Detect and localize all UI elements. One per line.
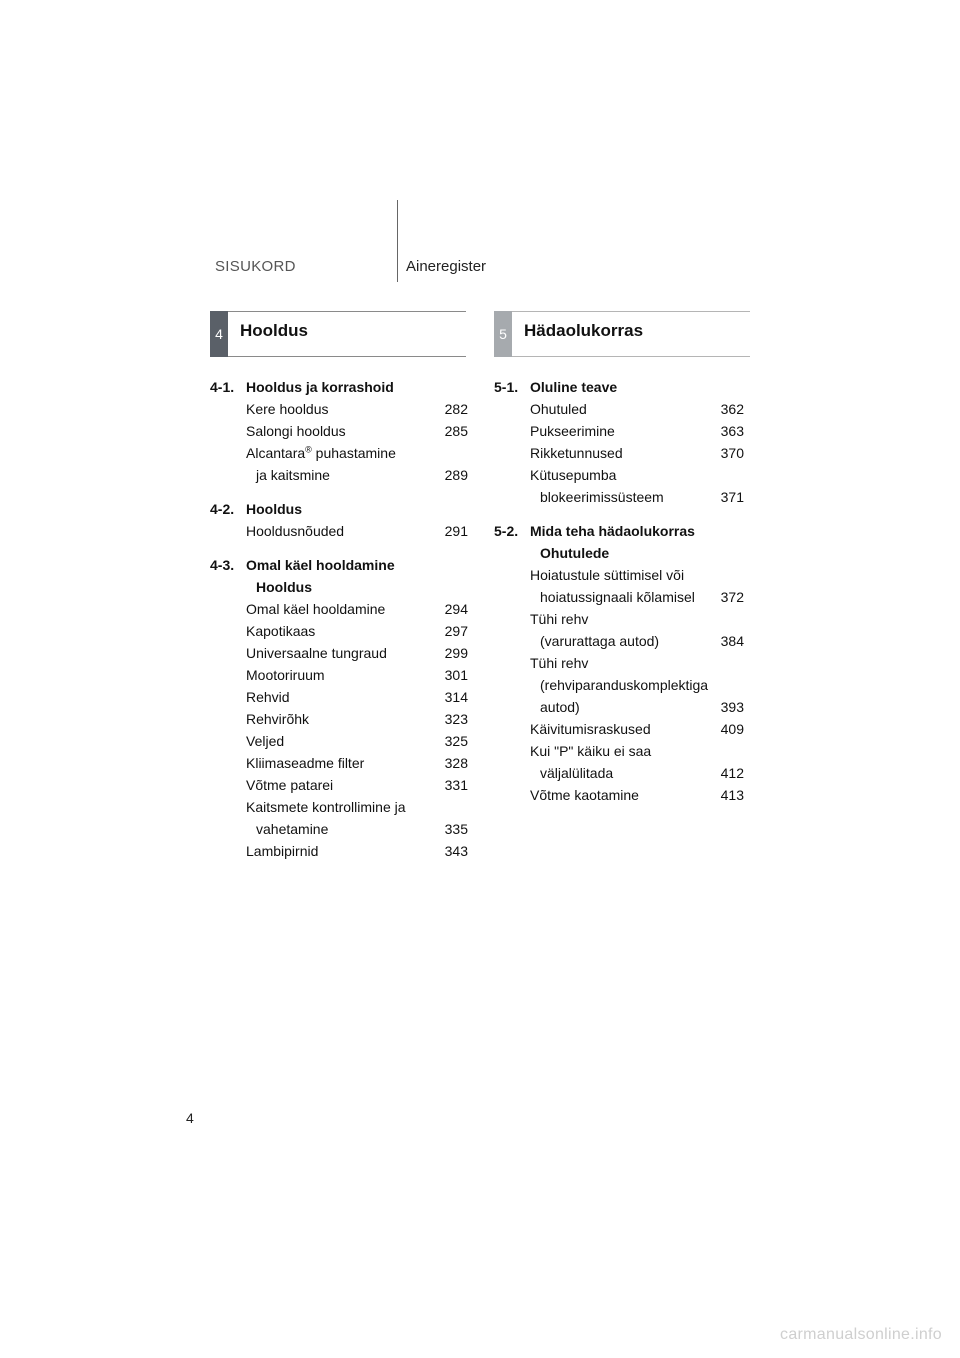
toc-entry-line-text: Ohutuled <box>530 401 587 417</box>
toc-entry[interactable] <box>210 398 468 420</box>
toc-group-heading[interactable] <box>210 498 468 520</box>
toc-entry-line <box>530 486 721 508</box>
toc-entry-page-number: 371 <box>720 489 744 505</box>
toc-entry-line-text: Pukseerimine <box>530 423 615 439</box>
section-title-4: Hooldus <box>240 321 308 340</box>
toc-entry-line <box>530 740 721 762</box>
section-header-5 <box>494 311 750 357</box>
toc-entry-line <box>246 642 445 664</box>
toc-entry-page-number: 412 <box>720 765 744 781</box>
toc-entry-page-number: 297 <box>444 623 468 639</box>
toc-entry-text <box>530 718 721 740</box>
toc-entry[interactable] <box>210 796 468 840</box>
toc-entry-line <box>530 420 721 442</box>
toc-entry-line-text: Kaitsmete kontrollimine ja <box>246 799 406 815</box>
toc-group-title: Oluline teave <box>530 379 618 395</box>
toc-entry-line-text: hoiatussignaali kõlamisel <box>540 589 695 605</box>
toc-entry-page-number: 384 <box>720 633 744 649</box>
toc-entry-text <box>246 520 445 542</box>
toc-entry-page-number: 335 <box>444 821 468 837</box>
toc-group-heading[interactable] <box>494 376 744 398</box>
toc-entry-line-rest: puhastamine <box>311 445 396 461</box>
toc-entry-line <box>246 442 445 464</box>
toc-group-number: 4-1. <box>210 379 235 395</box>
toc-group-title: Mida teha hädaolukorras <box>530 523 695 539</box>
toc-entry-line <box>530 696 721 718</box>
toc-entry-line-text: Salongi hooldus <box>246 423 346 439</box>
toc-entry-line <box>246 818 445 840</box>
toc-entry-line-text: (varurattaga autod) <box>540 633 660 649</box>
toc-entry-page-number: 331 <box>444 777 468 793</box>
toc-entry-line <box>246 708 445 730</box>
toc-entry-line <box>530 762 721 784</box>
toc-group-number: 4-2. <box>210 501 235 517</box>
toc-entry-page-number: 301 <box>444 667 468 683</box>
toc-entry-text <box>246 620 445 642</box>
toc-entry-page-number: 285 <box>444 423 468 439</box>
toc-entry-line <box>530 608 721 630</box>
toc-group <box>494 520 744 806</box>
toc-entry-line <box>530 674 721 696</box>
page-number: 4 <box>186 1110 194 1126</box>
toc-entry-line-text: Tühi rehv <box>530 655 589 671</box>
toc-entry[interactable] <box>494 784 744 806</box>
toc-entry-line-text: Rikketunnused <box>530 445 623 461</box>
toc-entry-line <box>246 420 445 442</box>
toc-entry-line <box>530 586 721 608</box>
toc-entry[interactable] <box>494 442 744 464</box>
toc-entry-line-text: Kliimaseadme filter <box>246 755 365 771</box>
section-header-4 <box>210 311 466 357</box>
toc-entry-text <box>530 608 721 652</box>
toc-entry[interactable] <box>210 708 468 730</box>
toc-entry-line <box>246 598 445 620</box>
toc-group <box>210 498 468 542</box>
toc-entry-page-number: 328 <box>444 755 468 771</box>
toc-entry-text <box>530 784 721 806</box>
toc-group-number: 4-3. <box>210 557 235 573</box>
toc-entry-text <box>246 664 445 686</box>
toc-entry[interactable] <box>210 620 468 642</box>
toc-group-title: Hooldus ja korrashoid <box>246 379 394 395</box>
toc-entry-page-number: 362 <box>720 401 744 417</box>
toc-entry-line-text: autod) <box>540 699 580 715</box>
toc-entry-line-text: Mootoriruum <box>246 667 325 683</box>
toc-entry-line <box>246 520 445 542</box>
toc-entry[interactable] <box>210 774 468 796</box>
toc-group-title: Omal käel hooldamine <box>246 557 395 573</box>
toc-group-heading[interactable] <box>494 520 744 542</box>
toc-entry-line-text: Rehvirõhk <box>246 711 310 727</box>
toc-entry[interactable] <box>210 686 468 708</box>
toc-entry-line <box>530 630 721 652</box>
toc-entry-line-text: Käivitumisraskused <box>530 721 651 737</box>
nav-contents-link[interactable]: SISUKORD <box>215 258 296 275</box>
toc-entry[interactable] <box>494 564 744 608</box>
toc-entry-line-text: Tühi rehv <box>530 611 589 627</box>
toc-entry-line-text: vahetamine <box>256 821 329 837</box>
toc-entry-text <box>246 774 445 796</box>
toc-entry-page-number: 363 <box>720 423 744 439</box>
toc-entry-page-number: 343 <box>444 843 468 859</box>
toc-entry-line <box>246 796 445 818</box>
toc-entry-line <box>530 464 721 486</box>
toc-entry[interactable] <box>210 420 468 442</box>
toc-entry-line-text: Kere hooldus <box>246 401 329 417</box>
toc-entry-line <box>246 840 445 862</box>
toc-entry-line-text: Võtme kaotamine <box>530 787 639 803</box>
toc-column-section-5 <box>494 376 744 818</box>
section-tab-5: 5 <box>494 311 512 357</box>
toc-entry-text <box>246 442 445 486</box>
toc-entry-page-number: 282 <box>444 401 468 417</box>
toc-entry-text <box>530 740 721 784</box>
toc-group <box>210 554 468 862</box>
toc-entry-line <box>530 718 721 740</box>
toc-entry-text <box>246 642 445 664</box>
toc-entry-line <box>246 620 445 642</box>
toc-entry-page-number: 289 <box>444 467 468 483</box>
toc-group-subtitle: Hooldus <box>256 579 312 595</box>
toc-group <box>210 376 468 486</box>
toc-entry-line-text: Hooldusnõuded <box>246 523 345 539</box>
nav-index-link[interactable]: Aineregister <box>406 258 487 275</box>
toc-entry-line-text: Võtme patarei <box>246 777 334 793</box>
toc-entry[interactable] <box>494 420 744 442</box>
toc-entry-page-number: 294 <box>444 601 468 617</box>
toc-entry-text <box>530 398 721 420</box>
toc-group-number: 5-1. <box>494 379 519 395</box>
toc-entry-text <box>530 442 721 464</box>
toc-entry[interactable] <box>494 652 744 718</box>
toc-entry-text <box>530 652 721 718</box>
toc-group <box>494 376 744 508</box>
registered-mark: ® <box>305 444 312 455</box>
toc-entry-line <box>530 652 721 674</box>
toc-entry[interactable] <box>210 642 468 664</box>
toc-entry-line <box>530 398 721 420</box>
toc-entry[interactable] <box>210 442 468 486</box>
toc-entry-line-text: Alcantara <box>246 445 306 461</box>
toc-entry-line <box>246 686 445 708</box>
toc-entry-line-text: blokeerimissüsteem <box>540 489 664 505</box>
toc-entry-line-text: Veljed <box>246 733 285 749</box>
toc-entry-page-number: 372 <box>720 589 744 605</box>
toc-column-section-4 <box>210 376 468 874</box>
toc-entry-line-text: Hoiatustule süttimisel või <box>530 567 685 583</box>
toc-entry-line-text: Kui "P" käiku ei saa <box>530 743 652 759</box>
toc-entry[interactable] <box>210 598 468 620</box>
toc-group-number: 5-2. <box>494 523 519 539</box>
toc-entry-text <box>246 686 445 708</box>
toc-entry-line <box>246 664 445 686</box>
toc-entry[interactable] <box>494 464 744 508</box>
toc-entry-line <box>246 752 445 774</box>
toc-entry-page-number: 370 <box>720 445 744 461</box>
toc-entry-text <box>246 398 445 420</box>
toc-entry-text <box>530 464 721 508</box>
toc-entry[interactable] <box>210 520 468 542</box>
toc-entry[interactable] <box>210 840 468 862</box>
toc-entry[interactable] <box>494 608 744 652</box>
toc-entry-text <box>530 564 721 608</box>
toc-entry[interactable] <box>494 740 744 784</box>
toc-entry-page-number: 314 <box>444 689 468 705</box>
toc-entry-page-number: 325 <box>444 733 468 749</box>
toc-entry-text <box>246 598 445 620</box>
toc-entry-text <box>246 420 445 442</box>
toc-entry-line <box>530 564 721 586</box>
toc-entry-page-number: 323 <box>444 711 468 727</box>
toc-entry-text <box>246 840 445 862</box>
toc-entry-text <box>530 420 721 442</box>
section-tab-4: 4 <box>210 311 228 357</box>
toc-entry-line-text: Kütusepumba <box>530 467 617 483</box>
toc-entry-line-text: Rehvid <box>246 689 290 705</box>
toc-entry[interactable] <box>494 398 744 420</box>
toc-entry-line <box>530 442 721 464</box>
toc-entry-text <box>246 796 445 840</box>
toc-entry-line <box>246 464 445 486</box>
toc-entry[interactable] <box>210 730 468 752</box>
toc-group-title: Hooldus <box>246 501 302 517</box>
toc-entry-text <box>246 708 445 730</box>
toc-entry[interactable] <box>210 664 468 686</box>
toc-entry-line-text: Universaalne tungraud <box>246 645 387 661</box>
section-title-5: Hädaolukorras <box>524 321 644 340</box>
toc-entry-page-number: 393 <box>720 699 744 715</box>
nav-divider <box>397 200 398 282</box>
toc-entry-text <box>246 730 445 752</box>
toc-entry-page-number: 299 <box>444 645 468 661</box>
toc-group-heading[interactable] <box>210 554 468 576</box>
toc-entry-line <box>246 730 445 752</box>
toc-entry-line <box>246 774 445 796</box>
toc-group-subtitle: Ohutulede <box>540 545 610 561</box>
toc-entry-line-text: Kapotikaas <box>246 623 316 639</box>
toc-entry-page-number: 291 <box>444 523 468 539</box>
toc-group-heading[interactable] <box>210 376 468 398</box>
toc-entry-line <box>530 784 721 806</box>
toc-entry-line-text: (rehviparanduskomplektiga <box>540 677 709 693</box>
toc-entry[interactable] <box>494 718 744 740</box>
toc-entry-page-number: 409 <box>720 721 744 737</box>
toc-entry-line <box>246 398 445 420</box>
toc-entry-line-text: Lambipirnid <box>246 843 319 859</box>
toc-entry-page-number: 413 <box>720 787 744 803</box>
toc-entry-line-text: väljalülitada <box>540 765 614 781</box>
watermark: carmanualsonline.info <box>780 1326 942 1343</box>
toc-entry[interactable] <box>210 752 468 774</box>
toc-entry-text <box>246 752 445 774</box>
toc-entry-line-text: ja kaitsmine <box>256 467 330 483</box>
toc-entry-line-text: Omal käel hooldamine <box>246 601 386 617</box>
